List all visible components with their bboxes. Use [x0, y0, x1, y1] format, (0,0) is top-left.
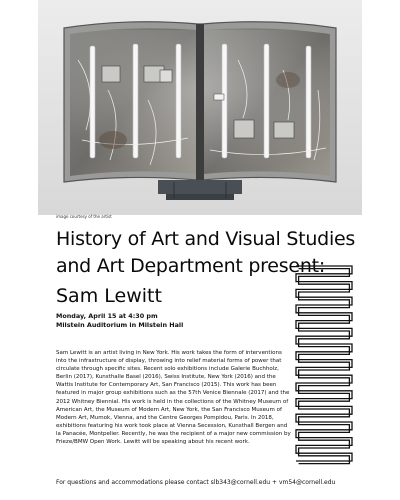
meander-graphic: [290, 258, 358, 476]
event-location: Milstein Auditorium in Milstein Hall: [56, 321, 184, 329]
meander-line: [299, 269, 350, 464]
speaker-name: Sam Lewitt: [56, 285, 162, 307]
event-details: [56, 312, 183, 330]
speaker-bio: Sam Lewitt is an artist living in New York. His work takes the form of interventions into the infrastructure of display, throwing into relief material forms of power that circulate through specific sites. Recent solo exhibitions include Galerie Buchholz, Berlin (2017), Kunsthalle Basel (2016), Swiss Institute, New York (2016) and the Wattis Institute for Contemporary Art, San Francisco (2015). This work has been featured in major group exhibitions such as the 57th Venice Biennale (2017) and the 2012 Whitney Biennial. His work is held in the collections of the Whitney Museum of American Art, the Museum of Modern Art, New York, the San Francisco Museum of Modern Art, Mumok, Vienna, and the Centre Georges Pompidou, Paris. In 2018, exhibitions featuring his work took place at Vienna Secession, Kunsthall Bergen and la Panacée, Montpelier. Recently, he was the recipient of a major new commission by Frieze/BMW Open Work. Lewitt will be speaking about his recent work.: [56, 350, 291, 446]
page-title: History of Art and Visual Studies and Art Department present:: [56, 228, 356, 277]
event-datetime: Monday, April 15 at 4:30 pm: [56, 312, 158, 320]
artwork-photo: [38, 0, 362, 215]
contact-footer: For questions and accommodations please contact slb343@cornell.edu + vm54@cornell.edu: [56, 479, 336, 486]
image-credit: image courtesy of the artist: [56, 214, 112, 219]
